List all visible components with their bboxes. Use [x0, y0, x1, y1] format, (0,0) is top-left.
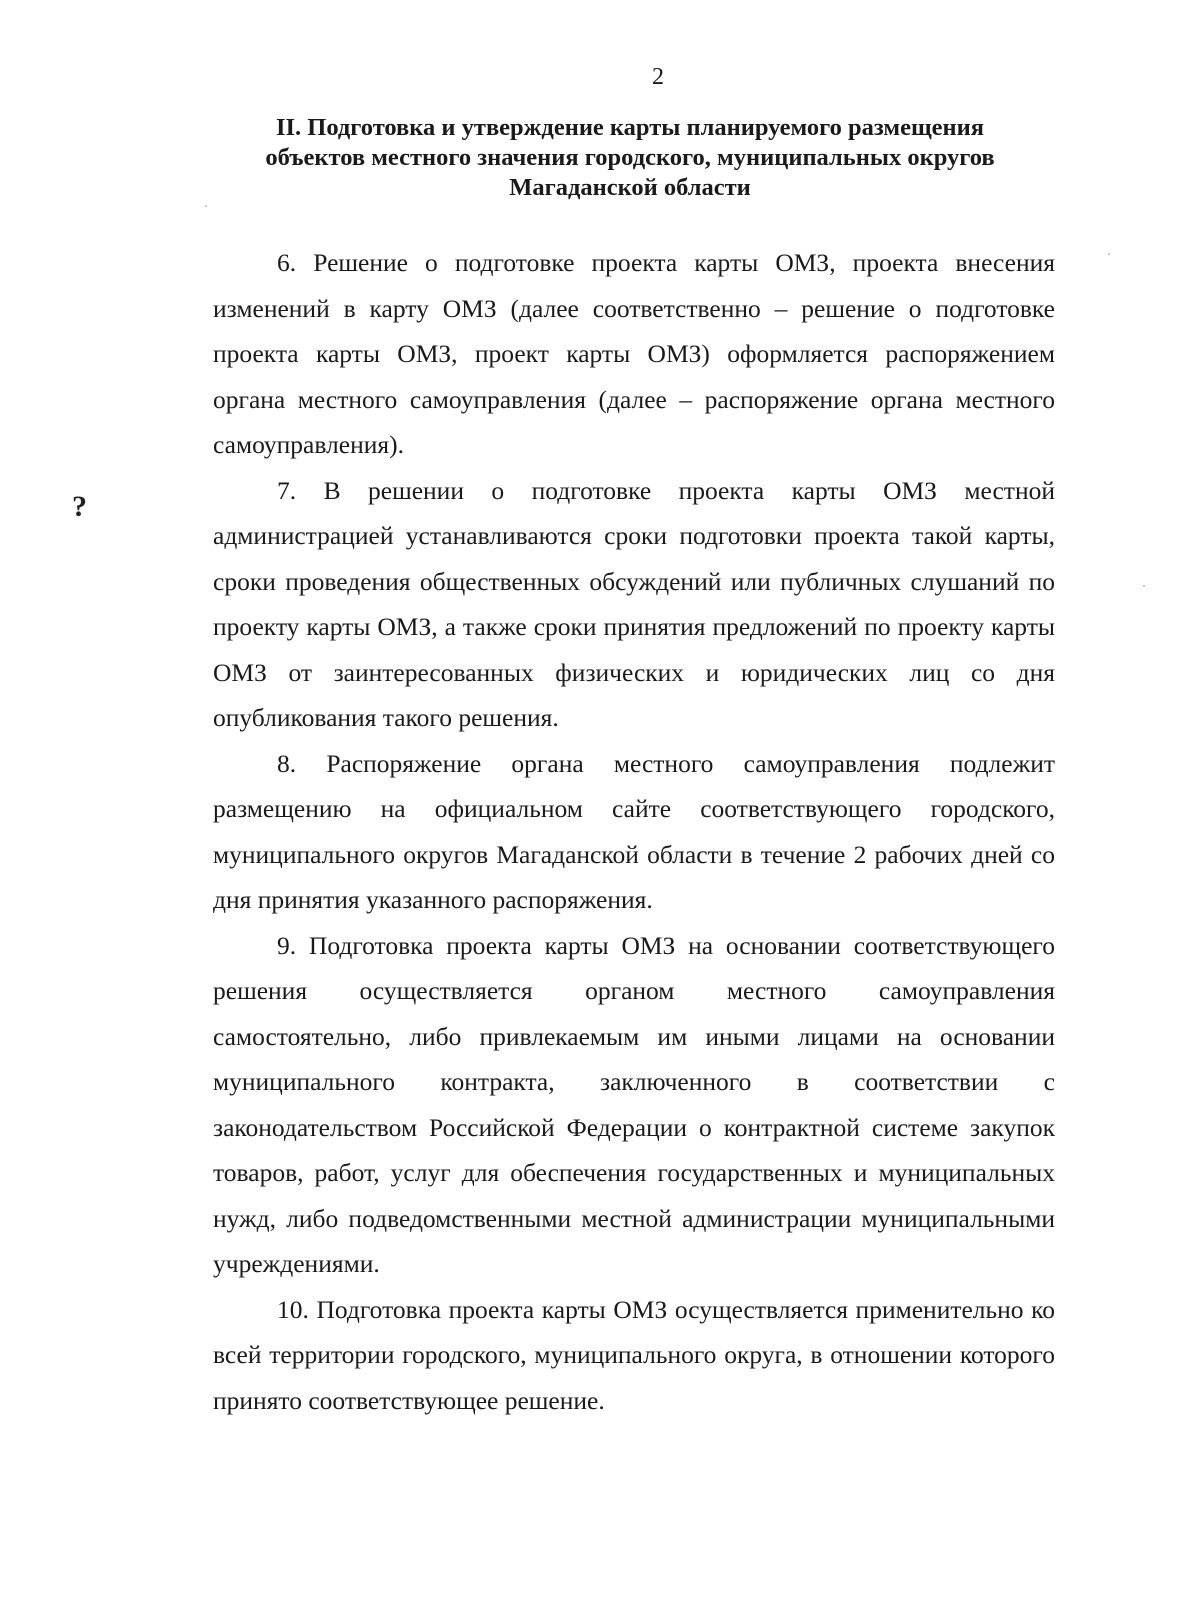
margin-mark: ? [72, 490, 87, 523]
section-title-line-1: II. Подготовка и утверждение карты планируемого размещения [275, 114, 985, 141]
page-number: 2 [652, 64, 664, 90]
section-title [200, 113, 1060, 203]
scan-speck [1143, 585, 1145, 587]
scan-speck [1108, 253, 1110, 255]
document-body [213, 240, 1055, 1423]
paragraph-9: 9. Подготовка проекта карты ОМЗ на основании соответствующего решения осуществляется органом местного самоуправления самостоятельно, либо привлекаемым им иными лицами на основании муниципального контракта, заключенного в соответствии с законодательством Российской Федерации о контрактной системе закупок товаров, работ, услуг для обеспечения государственных и муниципальных нужд, либо подведомственными местной администрации муниципальными учреждениями. [213, 930, 1055, 1278]
section-title-line-2: объектов местного значения городского, муниципальных округов [265, 144, 995, 171]
paragraph-10: 10. Подготовка проекта карты ОМЗ осуществляется применительно ко всей территории городского, муниципального округа, в отношении которого принято соответствующее решение. [213, 1294, 1055, 1415]
scan-speck [205, 205, 207, 207]
section-title-line-3: Магаданской области [509, 174, 751, 201]
paragraph-7: 7. В решении о подготовке проекта карты ОМЗ местной администрацией устанавливаются сроки подготовки проекта такой карты, сроки проведения общественных обсуждений или публичных слушаний по проекту карты ОМЗ, а также сроки принятия предложений по проекту карты ОМЗ от заинтересованных физических и юридических лиц со дня опубликования такого решения. [213, 475, 1055, 732]
paragraph-6: 6. Решение о подготовке проекта карты ОМЗ, проекта внесения изменений в карту ОМЗ (далее соответственно – решение о подготовке проекта карты ОМЗ, проект карты ОМЗ) оформляется распоряжением органа местного самоуправления (далее – распоряжение органа местного самоуправления). [213, 248, 1055, 459]
paragraph-8: 8. Распоряжение органа местного самоуправления подлежит размещению на официальном сайте соответствующего городского, муниципального округов Магаданской области в течение 2 рабочих дней со дня принятия указанного распоряжения. [213, 748, 1055, 914]
